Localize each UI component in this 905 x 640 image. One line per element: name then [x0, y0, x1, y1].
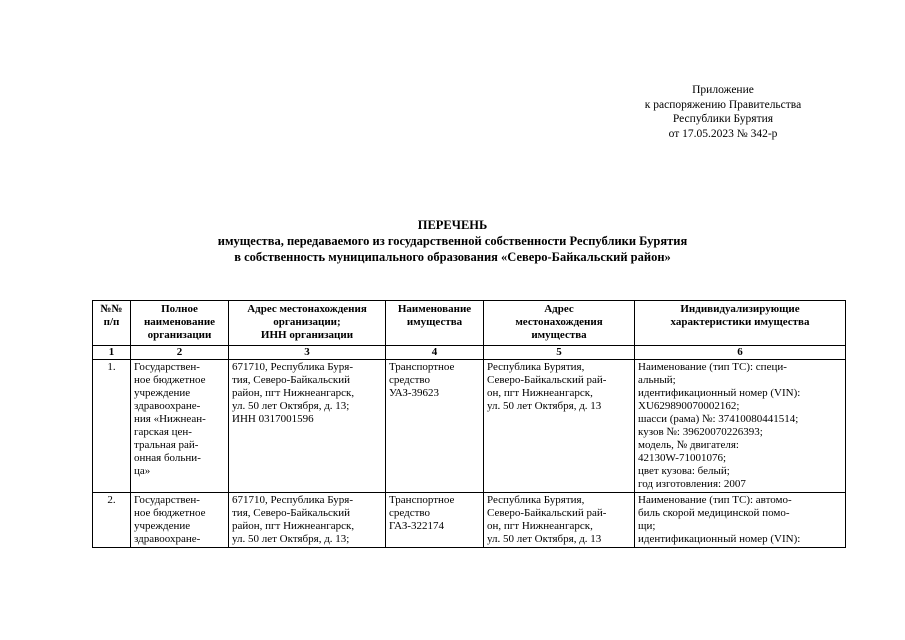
document-title — [0, 217, 905, 265]
header-cell: Полное наименование организации — [131, 301, 229, 346]
table-row — [93, 493, 846, 548]
appendix-line: Приложение — [692, 84, 754, 96]
column-number: 5 — [484, 346, 635, 360]
column-number: 4 — [386, 346, 484, 360]
row-number: 1. — [93, 360, 131, 493]
table-row — [93, 360, 846, 493]
row-number: 2. — [93, 493, 131, 548]
table-header-row — [93, 301, 846, 346]
column-number-row — [93, 346, 846, 360]
appendix-line: Республики Бурятия — [672, 113, 774, 125]
header-cell: №№ п/п — [93, 301, 131, 346]
property-name: Транспортное средство УАЗ-39623 — [386, 360, 484, 493]
title-line: имущества, передаваемого из государственной собственности Республики Бурятия — [217, 234, 688, 248]
title-line: в собственность муниципального образования «Северо-Байкальский район» — [234, 250, 671, 264]
organization-address: 671710, Республика Буря- тия, Северо-Байкальский район, пгт Нижнеангарск, ул. 50 лет Октября, д. 13; ИНН 0317001596 — [229, 360, 386, 493]
header-cell: Индивидуализирующие характеристики имущества — [635, 301, 846, 346]
appendix-block — [603, 83, 843, 141]
title-heading: ПЕРЕЧЕНЬ — [417, 218, 488, 232]
appendix-line: от 17.05.2023 № 342-р — [668, 127, 778, 140]
property-address: Республика Бурятия, Северо-Байкальский рай- он, пгт Нижнеангарск, ул. 50 лет Октября, д. 13 — [484, 360, 635, 493]
header-cell: Наименование имущества — [386, 301, 484, 346]
column-number: 1 — [93, 346, 131, 360]
property-table — [92, 300, 846, 548]
appendix-line: к распоряжению Правительства — [644, 98, 802, 111]
property-characteristics: Наименование (тип ТС): специ- альный; идентификационный номер (VIN): XU629890070002162; шасси (рама) №: 37410080441514; кузов №: 39620070226393; модель, № двигателя: 42130W-71001076; цвет кузова: белый; год изготовления: 2007 — [635, 360, 846, 493]
organization-address: 671710, Республика Буря- тия, Северо-Байкальский район, пгт Нижнеангарск, ул. 50 лет Октября, д. 13; — [229, 493, 386, 548]
property-address: Республика Бурятия, Северо-Байкальский рай- он, пгт Нижнеангарск, ул. 50 лет Октября, д. 13 — [484, 493, 635, 548]
property-name: Транспортное средство ГАЗ-322174 — [386, 493, 484, 548]
column-number: 3 — [229, 346, 386, 360]
header-cell: Адрес местонахождения имущества — [484, 301, 635, 346]
organization-name: Государствен- ное бюджетное учреждение здравоохране- ния «Нижнеан- гарская цен- тральная рай- онная больни- ца» — [131, 360, 229, 493]
column-number: 6 — [635, 346, 846, 360]
column-number: 2 — [131, 346, 229, 360]
organization-name: Государствен- ное бюджетное учреждение здравоохране- — [131, 493, 229, 548]
header-cell: Адрес местонахождения организации; ИНН организации — [229, 301, 386, 346]
property-characteristics: Наименование (тип ТС): автомо- биль скорой медицинской помо- щи; идентификационный номер (VIN): — [635, 493, 846, 548]
